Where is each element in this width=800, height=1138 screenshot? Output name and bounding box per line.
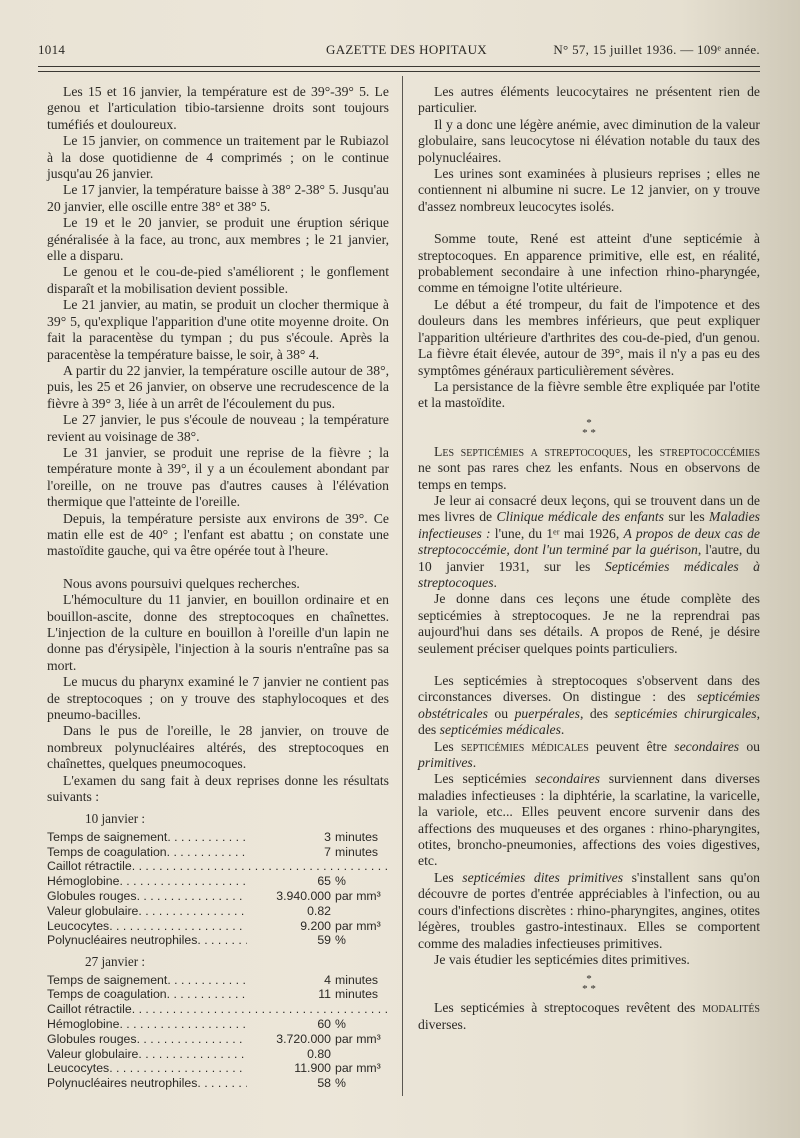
right-column: [418, 84, 760, 1033]
lab-label: Temps de saignement: [47, 972, 168, 987]
lab-value: 0.80: [307, 1046, 331, 1061]
lab-unit: par mm³: [335, 1061, 381, 1076]
lab-value: 4: [324, 972, 331, 987]
lab-label: Temps de coagulation: [47, 987, 167, 1002]
paragraph: Dans le pus de l'oreille, le 28 janvier, on trouve de nombreux polynucléaires altérés, des streptocoques en chaînettes, quelques pneumocoques.: [47, 723, 389, 772]
lab-row: [47, 1061, 389, 1076]
lab-value: 3: [324, 829, 331, 844]
paragraph: Depuis, la température persiste aux environs de 39°. Ce matin elle est de 40° ; l'enfant est abattu ; on constate une mastoïdite gauche, qui va être opérée tout à l'heure.: [47, 510, 389, 559]
lab-row: [47, 830, 389, 845]
paragraph: Les septicémies à streptocoques s'observent dans des circonstances diverses. On distingue : des septicémies obstétricales ou puerpérales, des septicémies chirurgicales, des septicémies médicales.: [418, 673, 760, 738]
lab-unit: %: [335, 1017, 346, 1032]
lab-value: 3.940.000: [276, 889, 331, 904]
paragraph: Les septicémies médicales peuvent être secondaires ou primitives.: [418, 738, 761, 771]
lab-row: [47, 859, 389, 874]
lab-value: 9.200: [300, 918, 331, 933]
lab-row: [47, 919, 389, 934]
paragraph: Les septicémies a streptocoques, les streptococcémies ne sont pas rares chez les enfants. Nous en observons de temps en temps.: [418, 443, 760, 492]
lab-unit: par mm³: [335, 889, 381, 904]
section-separator-stars: * * *: [582, 416, 596, 439]
paragraph: Le 21 janvier, au matin, se produit un clocher thermique à 39° 5, qu'explique l'apparition d'une otite moyenne droite. On fait la paracentèse du tympan ; du pus s'écoule. Après la paracentèse la température baisse, le soir, à 38° 4.: [47, 297, 389, 362]
paragraph: Le mucus du pharynx examiné le 7 janvier ne contient pas de streptocoques ; on y trouve des staphylocoques et des pneumo-bacilles.: [47, 674, 389, 723]
lab-row: [47, 933, 389, 948]
paragraph: Les urines sont examinées à plusieurs reprises ; elles ne contiennent ni albumine ni sucre. Le 12 janvier, on y trouve d'assez nombreux leucocytes isolés.: [418, 166, 760, 214]
paragraph: Nous avons poursuivi quelques recherches.: [63, 575, 300, 591]
issue-info: N° 57, 15 juillet 1936. — 109ᵉ année.: [553, 42, 760, 57]
lab-unit: minutes: [335, 829, 379, 844]
lab-label: Polynucléaires neutrophiles: [47, 933, 198, 948]
lab-label: Caillot rétractile: [47, 859, 132, 874]
lab-label: Leucocytes: [47, 1061, 110, 1076]
lab-value: 11.900: [294, 1061, 331, 1076]
paragraph: Les septicémies dites primitives s'installent sans qu'on découvre de portes d'entrée appréciables à l'infection, ou au cours d'infections discrètes : rhino-pharyngites, angines, otites légères, troubles gastro-intestinaux. Elles se comportent comme des maladies infectieuses primitives.: [418, 869, 761, 951]
lab-unit: minutes: [335, 844, 379, 859]
lab-label: Globules rouges: [47, 889, 137, 904]
paragraph: Je leur ai consacré deux leçons, qui se trouvent dans un de mes livres de Clinique médicale des enfants sur les Maladies infectieuses : l'une, du 1ᵉʳ mai 1926, A propos de deux cas de streptococcémie, dont l'un terminé par la guérison, l'autre, du 10 janvier 1931, sur les Septicémies médicales à streptocoques.: [418, 492, 760, 590]
lab-row: [47, 1047, 389, 1062]
header-rule: [38, 66, 760, 67]
lab-row: [47, 889, 389, 904]
lab-label: Hémoglobine: [47, 1017, 120, 1032]
paragraph: Le 17 janvier, la température baisse à 38° 2-38° 5. Jusqu'au 20 janvier, elle oscille entre 38° et 38° 5.: [47, 182, 389, 214]
column-divider: [402, 76, 403, 1096]
paragraph: Je donne dans ces leçons une étude complète des septicémies à streptocoques. Je ne la reprendrai pas aujourd'hui dans ses détails. A propos de René, je désire seulement préciser quelques points particuliers.: [418, 591, 760, 656]
lab-value: 11: [318, 987, 331, 1002]
lab-label: Hémoglobine: [47, 874, 120, 889]
paragraph: La persistance de la fièvre semble être expliquée par l'otite et la mastoïdite.: [418, 378, 760, 411]
paragraph: Le 27 janvier, le pus s'écoule de nouveau ; la température revient au voisinage de 38°.: [47, 412, 389, 444]
lab-row: [47, 874, 389, 889]
lab-label: Temps de coagulation: [47, 844, 167, 859]
paragraph: Le genou et le cou-de-pied s'améliorent ; le gonflement disparaît et la mobilisation devient possible.: [47, 264, 389, 296]
lab-unit: minutes: [335, 972, 379, 987]
lab-label: Valeur globulaire: [47, 1046, 139, 1061]
paragraph: Il y a donc une légère anémie, avec diminution de la valeur globulaire, sans leucocytose ni élévation notable du taux des polynucléaires.: [418, 116, 760, 165]
lab-row: [47, 987, 389, 1002]
paragraph: Les septicémies secondaires surviennent dans diverses maladies infectieuses : la diphtérie, la scarlatine, la varicelle, la variole, etc... Elles peuvent encore survenir dans des affections des muqueuses et des organes : rhino-pharyngites, otites, broncho-pneumonies, affections des voies digestives, etc.: [418, 771, 760, 869]
journal-title: GAZETTE DES HOPITAUX: [326, 42, 487, 57]
paragraph: Les 15 et 16 janvier, la température est de 39°-39° 5. Le genou et l'articulation tibio-tarsienne droits sont toujours tuméfiés et douloureux.: [47, 84, 389, 132]
section-heading-smallcaps: Les septicémies a streptocoques: [434, 443, 628, 459]
paragraph: Somme toute, René est atteint d'une septicémie à streptocoques. En apparence primitive, elle est, en réalité, probablement secondaire à une infection rhino-pharyngée, comme en témoigne l'otite ultérieure.: [418, 231, 760, 296]
lab-label: Leucocytes: [47, 918, 110, 933]
lab-unit: minutes: [335, 987, 379, 1002]
lab-value: 65: [317, 874, 331, 889]
lab-row: [47, 1032, 389, 1047]
lab-label: Polynucléaires neutrophiles: [47, 1076, 198, 1091]
lab-value: 60: [317, 1017, 331, 1032]
paragraph: Le 31 janvier, se produit une reprise de la fièvre ; la température monte à 39°, il y a un écoulement abondant par l'oreille, on ne trouve pas d'autres causes à l'élévation thermique que l'atteinte de l'oreille.: [47, 444, 389, 510]
lab-results-date-1: 10 janvier :: [85, 811, 146, 827]
header-rule-thin: [38, 71, 760, 72]
lab-label: Temps de saignement: [47, 829, 168, 844]
lab-value: 58: [317, 1076, 331, 1091]
lab-unit: par mm³: [335, 918, 381, 933]
lab-row: [47, 1002, 389, 1017]
lab-value: 59: [317, 933, 331, 948]
lab-results-table-2: [47, 973, 389, 1091]
paragraph: Les autres éléments leucocytaires ne présentent rien de particulier.: [418, 84, 760, 116]
lab-row: [47, 1017, 389, 1032]
left-column: [47, 84, 389, 1091]
paragraph: Le 19 et le 20 janvier, se produit une éruption sérique généralisée à la face, au tronc, aux membres ; le 21 janvier, elle a disparu.: [47, 215, 389, 264]
paragraph: Le 15 janvier, on commence un traitement par le Rubiazol à la dose quotidienne de 4 comprimés ; on le continue jusqu'au 26 janvier.: [47, 133, 389, 182]
paragraph: L'examen du sang fait à deux reprises donne les résultats suivants :: [47, 772, 389, 805]
lab-row: [47, 1076, 389, 1091]
paragraph: Les septicémies à streptocoques revêtent des modalités diverses.: [418, 1000, 760, 1032]
paragraph: A partir du 22 janvier, la température oscille autour de 38°, puis, les 25 et 26 janvier, on observe une recrudescence de la fièvre à 39° 3, liée à un arrêt de l'écoulement du pus.: [47, 362, 389, 411]
lab-unit: [331, 1047, 389, 1062]
lab-value: 7: [324, 844, 331, 859]
lab-unit: %: [335, 933, 346, 948]
paragraph: L'hémoculture du 11 janvier, en bouillon ordinaire et en bouillon-ascite, donne des streptocoques en chaînettes. L'injection de la culture en bouillon à l'oreille d'un lapin ne donne pas d'érysipèle, l'injection à la souris n'entraîne pas sa mort.: [47, 592, 389, 673]
lab-label: Globules rouges: [47, 1031, 137, 1046]
paragraph: Le début a été trompeur, du fait de l'impotence et des douleurs dans les membres inférieurs, que peut expliquer l'apparition ultérieure d'arthrites des cou-de-pied, d'un genou. La fièvre était élevée, autour de 39°, mais il n'y a pas eu des symptômes généraux particulièrement sévères.: [418, 296, 760, 378]
running-header: [38, 42, 760, 60]
section-separator-stars: * * *: [582, 973, 596, 996]
lab-results-date-2: 27 janvier :: [85, 954, 146, 970]
lab-value: 3.720.000: [276, 1031, 331, 1046]
lab-unit: %: [335, 874, 346, 889]
lab-unit: [331, 904, 389, 919]
lab-unit: par mm³: [335, 1031, 381, 1046]
lab-row: [47, 973, 389, 988]
lab-results-table-1: [47, 830, 389, 948]
lab-row: [47, 845, 389, 860]
paragraph: Je vais étudier les septicémies dites primitives.: [434, 951, 690, 967]
lab-label: Valeur globulaire: [47, 903, 139, 918]
lab-label: Caillot rétractile: [47, 1002, 132, 1017]
lab-unit: %: [335, 1076, 346, 1091]
lab-value: 0.82: [307, 903, 331, 918]
page-number: 1014: [38, 42, 66, 57]
lab-row: [47, 904, 389, 919]
